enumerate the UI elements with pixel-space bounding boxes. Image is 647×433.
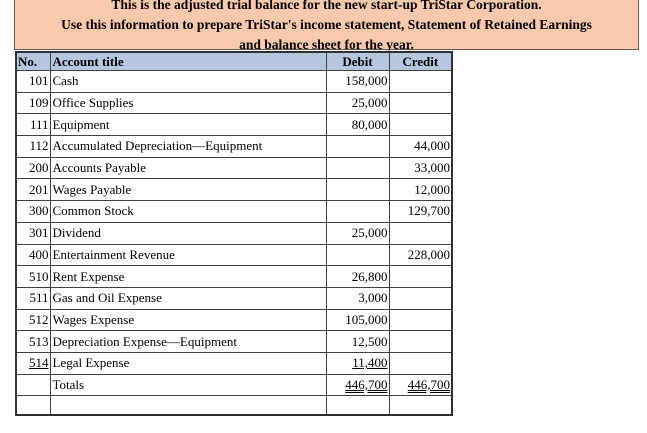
account-title: Dividend — [50, 222, 326, 244]
table-row — [16, 136, 452, 158]
debit-amount: 3,000 — [326, 287, 389, 309]
table-row — [16, 244, 452, 266]
blank-cell — [389, 396, 452, 416]
instructions-banner — [14, 0, 639, 50]
credit-amount — [389, 114, 452, 136]
blank-row — [16, 396, 452, 416]
table-row — [16, 201, 452, 223]
credit-amount — [389, 331, 452, 353]
account-title: Common Stock — [50, 201, 326, 223]
account-number: 101 — [16, 71, 50, 93]
account-number: 512 — [16, 309, 50, 331]
totals-label: Totals — [50, 374, 326, 396]
account-title: Entertainment Revenue — [50, 244, 326, 266]
debit-amount: 80,000 — [326, 114, 389, 136]
debit-amount: 12,500 — [326, 331, 389, 353]
credit-amount — [389, 352, 452, 374]
account-number: 109 — [16, 92, 50, 114]
table-row — [16, 222, 452, 244]
debit-amount: 11,400 — [326, 352, 389, 374]
debit-amount — [326, 201, 389, 223]
totals-debit: 446,700 — [326, 374, 389, 396]
instructions-line-2: Use this information to prepare TriStar's income statement, Statement of Retained Earnings — [61, 17, 592, 32]
table-row — [16, 266, 452, 288]
debit-amount: 26,800 — [326, 266, 389, 288]
account-number: 510 — [16, 266, 50, 288]
table-row — [16, 71, 452, 93]
debit-amount: 25,000 — [326, 92, 389, 114]
header-account-title: Account title — [50, 52, 326, 71]
blank-cell — [326, 396, 389, 416]
account-title: Rent Expense — [50, 266, 326, 288]
credit-amount: 44,000 — [389, 136, 452, 158]
account-title: Legal Expense — [50, 352, 326, 374]
totals-number-cell — [16, 374, 50, 396]
instructions-line-3: and balance sheet for the year. — [239, 37, 414, 52]
header-credit: Credit — [389, 52, 452, 71]
totals-credit: 446,700 — [389, 374, 452, 396]
credit-amount — [389, 222, 452, 244]
account-title: Depreciation Expense—Equipment — [50, 331, 326, 353]
account-number: 112 — [16, 136, 50, 158]
debit-amount: 105,000 — [326, 309, 389, 331]
account-title: Accumulated Depreciation—Equipment — [50, 136, 326, 158]
account-number: 511 — [16, 287, 50, 309]
credit-amount — [389, 266, 452, 288]
account-number: 200 — [16, 157, 50, 179]
account-number: 111 — [16, 114, 50, 136]
credit-amount: 129,700 — [389, 201, 452, 223]
credit-amount: 33,000 — [389, 157, 452, 179]
account-number: 514 — [16, 352, 50, 374]
debit-amount — [326, 157, 389, 179]
account-number: 201 — [16, 179, 50, 201]
table-row — [16, 92, 452, 114]
instructions-line-1: This is the adjusted trial balance for the new start-up TriStar Corporation. — [111, 0, 542, 12]
credit-amount: 228,000 — [389, 244, 452, 266]
header-debit: Debit — [326, 52, 389, 71]
account-number: 301 — [16, 222, 50, 244]
table-row — [16, 287, 452, 309]
account-title: Gas and Oil Expense — [50, 287, 326, 309]
table-header-row — [16, 52, 452, 71]
table-row — [16, 331, 452, 353]
account-number: 400 — [16, 244, 50, 266]
debit-amount — [326, 244, 389, 266]
debit-amount — [326, 136, 389, 158]
account-title: Wages Expense — [50, 309, 326, 331]
account-title: Equipment — [50, 114, 326, 136]
account-title: Accounts Payable — [50, 157, 326, 179]
credit-amount — [389, 92, 452, 114]
credit-amount — [389, 309, 452, 331]
totals-row — [16, 374, 452, 396]
debit-amount: 158,000 — [326, 71, 389, 93]
credit-amount — [389, 71, 452, 93]
account-number: 300 — [16, 201, 50, 223]
debit-amount: 25,000 — [326, 222, 389, 244]
table-row — [16, 352, 452, 374]
trial-balance-table — [15, 51, 453, 416]
blank-cell — [16, 396, 50, 416]
account-title: Office Supplies — [50, 92, 326, 114]
credit-amount — [389, 287, 452, 309]
account-number: 513 — [16, 331, 50, 353]
table-row — [16, 114, 452, 136]
table-row — [16, 179, 452, 201]
credit-amount: 12,000 — [389, 179, 452, 201]
header-no: No. — [16, 52, 50, 71]
table-row — [16, 157, 452, 179]
table-row — [16, 309, 452, 331]
debit-amount — [326, 179, 389, 201]
blank-cell — [50, 396, 326, 416]
account-title: Cash — [50, 71, 326, 93]
account-title: Wages Payable — [50, 179, 326, 201]
